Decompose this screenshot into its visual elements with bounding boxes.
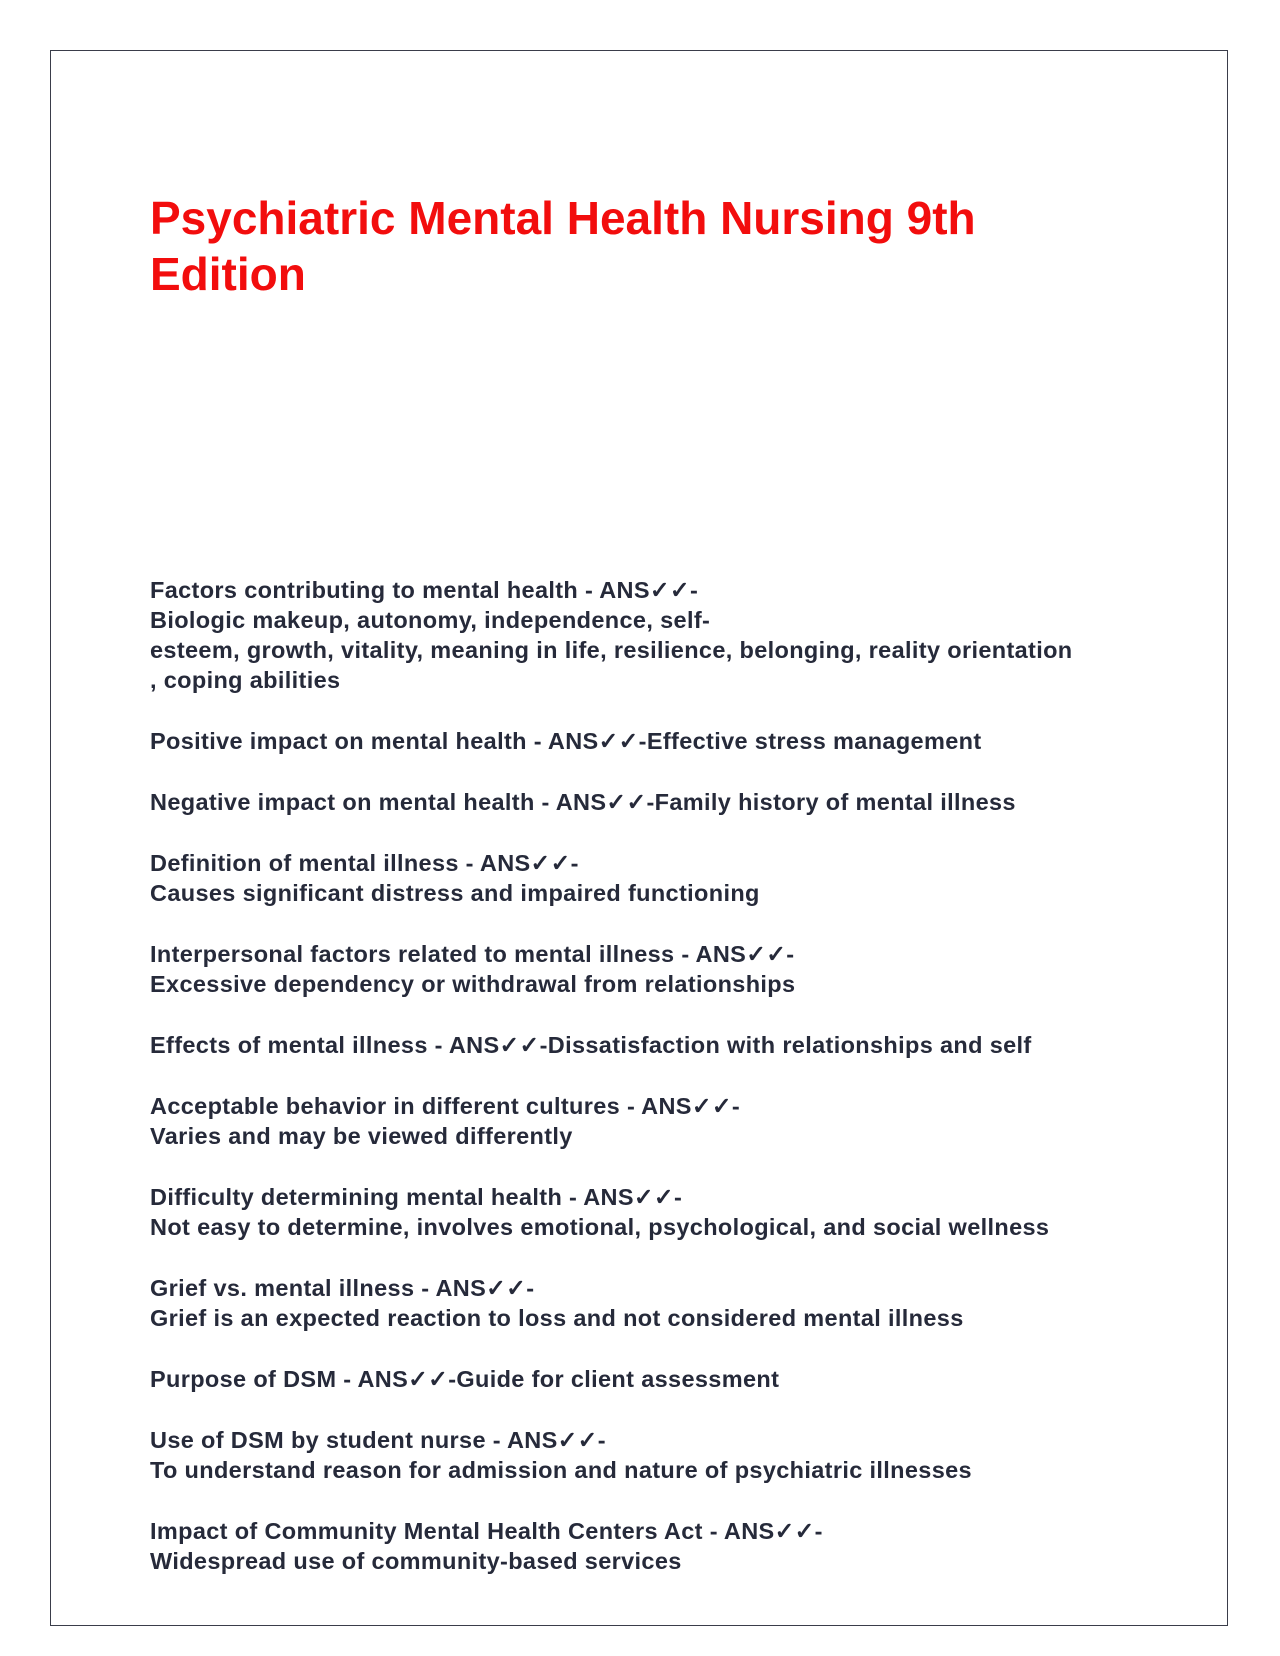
qa-item-factors-mental-health: [150, 575, 1150, 695]
qa-item-acceptable-behavior: [150, 1091, 1150, 1151]
qa-line: Impact of Community Mental Health Centers Act - ANS✓✓-: [150, 1518, 823, 1544]
qa-line: Difficulty determining mental health - ANS✓✓-: [150, 1184, 683, 1210]
qa-line: Acceptable behavior in different cultures - ANS✓✓-: [150, 1093, 741, 1119]
title-line-1: Psychiatric Mental Health Nursing 9th: [150, 192, 976, 244]
qa-item-interpersonal-factors: [150, 939, 1150, 999]
qa-line: Biologic makeup, autonomy, independence, self-: [150, 607, 711, 633]
document-title: [150, 190, 1110, 302]
qa-line: Positive impact on mental health - ANS✓✓-Effective stress management: [150, 728, 982, 754]
qa-line: To understand reason for admission and nature of psychiatric illnesses: [150, 1457, 972, 1483]
qa-line: Grief vs. mental illness - ANS✓✓-: [150, 1275, 535, 1301]
qa-item-use-dsm-student: [150, 1425, 1150, 1485]
qa-line: Not easy to determine, involves emotional, psychological, and social wellness: [150, 1214, 1050, 1240]
qa-item-grief-vs-mental-illness: [150, 1273, 1150, 1333]
title-line-2: Edition: [150, 248, 306, 300]
qa-line: Factors contributing to mental health - ANS✓✓-: [150, 577, 699, 603]
qa-line: Purpose of DSM - ANS✓✓-Guide for client assessment: [150, 1366, 780, 1392]
qa-line: Causes significant distress and impaired functioning: [150, 880, 760, 906]
qa-line: Interpersonal factors related to mental illness - ANS✓✓-: [150, 941, 795, 967]
qa-line: Effects of mental illness - ANS✓✓-Dissatisfaction with relationships and self: [150, 1032, 1032, 1058]
qa-item-effects-mental-illness: [150, 1030, 1150, 1060]
qa-item-positive-impact: [150, 726, 1150, 756]
qa-line: , coping abilities: [150, 667, 341, 693]
qa-list: [150, 575, 1150, 1607]
qa-line: Use of DSM by student nurse - ANS✓✓-: [150, 1427, 606, 1453]
qa-line: Definition of mental illness - ANS✓✓-: [150, 850, 579, 876]
qa-line: Grief is an expected reaction to loss and not considered mental illness: [150, 1305, 964, 1331]
qa-item-negative-impact: [150, 787, 1150, 817]
qa-item-difficulty-determining: [150, 1182, 1150, 1242]
qa-line: esteem, growth, vitality, meaning in life, resilience, belonging, reality orientation: [150, 637, 1073, 663]
qa-item-definition-mental-illness: [150, 848, 1150, 908]
qa-item-community-act: [150, 1516, 1150, 1576]
qa-line: Negative impact on mental health - ANS✓✓-Family history of mental illness: [150, 789, 1016, 815]
qa-line: Varies and may be viewed differently: [150, 1123, 573, 1149]
qa-line: Excessive dependency or withdrawal from relationships: [150, 971, 796, 997]
qa-item-purpose-dsm: [150, 1364, 1150, 1394]
qa-line: Widespread use of community-based services: [150, 1548, 682, 1574]
